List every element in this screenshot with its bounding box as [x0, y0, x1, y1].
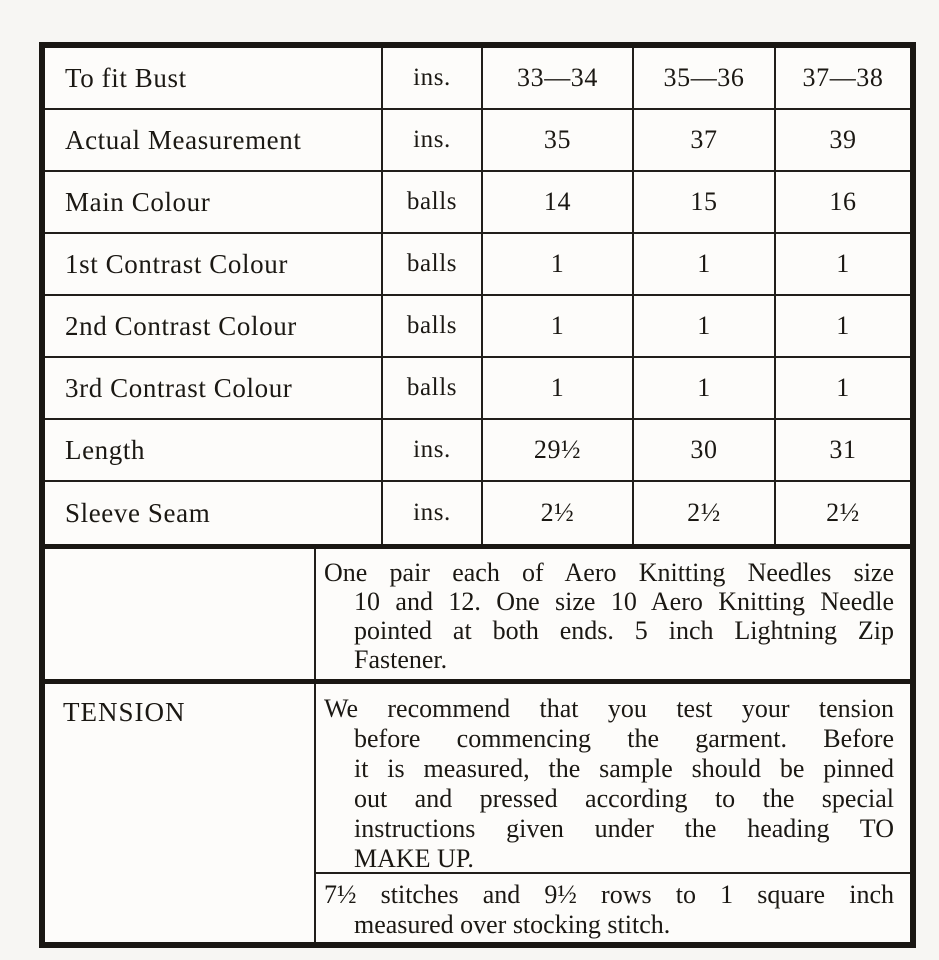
- table-row: [45, 48, 910, 110]
- table-row: [45, 172, 910, 234]
- value-cell: 30: [634, 420, 776, 480]
- value-cell: 2½: [483, 482, 634, 544]
- unit-cell: balls: [383, 358, 483, 418]
- tension-heading: [45, 684, 316, 942]
- tension-section: [45, 679, 910, 942]
- row-label: Sleeve Seam: [45, 482, 383, 544]
- row-label: To fit Bust: [45, 48, 383, 108]
- row-label: Actual Measurement: [45, 110, 383, 170]
- value-cell: 1: [836, 373, 850, 402]
- size-measurements-table: [45, 48, 910, 544]
- value-cell: 29½: [483, 420, 634, 480]
- value-cell: 14: [483, 172, 634, 232]
- tension-content: [316, 684, 910, 942]
- table-row: [45, 420, 910, 482]
- tension-line: out and pressed according to the special: [354, 784, 894, 813]
- tension-line: instructions given under the heading TO: [354, 814, 894, 843]
- value-cell: 37: [634, 110, 776, 170]
- value-cell: 31: [829, 435, 857, 464]
- value-cell: 1: [836, 311, 850, 340]
- value-cell: 35—36: [634, 48, 776, 108]
- needles-line: Fastener.: [354, 645, 448, 674]
- value-cell: 1: [483, 296, 634, 356]
- value-cell: 1: [634, 358, 776, 418]
- table-row: [45, 482, 910, 544]
- value-cell: 39: [829, 125, 857, 154]
- tension-paragraph: [316, 684, 910, 874]
- tension-line: it is measured, the sample should be pinned: [354, 754, 894, 783]
- value-cell: 1: [634, 234, 776, 294]
- tension-line: before commencing the garment. Before: [354, 724, 894, 753]
- gauge-line: 7½ stitches and 9½ rows to 1 square inch: [324, 880, 894, 909]
- value-cell: 1: [483, 234, 634, 294]
- table-row: [45, 110, 910, 172]
- unit-cell: balls: [383, 296, 483, 356]
- unit-cell: balls: [383, 172, 483, 232]
- row-label: Main Colour: [45, 172, 383, 232]
- needles-line: 10 and 12. One size 10 Aero Knitting Needle: [354, 587, 894, 616]
- table-row: [45, 234, 910, 296]
- unit-cell: balls: [383, 234, 483, 294]
- value-cell: 2½: [634, 482, 776, 544]
- needles-empty-label-cell: [45, 549, 316, 679]
- table-row: [45, 358, 910, 420]
- unit-cell: ins.: [383, 482, 483, 544]
- tension-line: MAKE UP.: [354, 844, 474, 873]
- tension-gauge: [316, 874, 910, 942]
- tension-line: We recommend that you test your tension: [324, 694, 894, 723]
- knitting-pattern-table: [39, 42, 916, 948]
- table-row: [45, 296, 910, 358]
- value-cell: 1: [634, 296, 776, 356]
- value-cell: 2½: [826, 498, 860, 527]
- value-cell: 35: [483, 110, 634, 170]
- row-label: 1st Contrast Colour: [45, 234, 383, 294]
- unit-cell: ins.: [383, 110, 483, 170]
- value-cell: 1: [483, 358, 634, 418]
- value-cell: 37—38: [802, 63, 884, 92]
- value-cell: 1: [836, 249, 850, 278]
- row-label: Length: [45, 420, 383, 480]
- row-label: 2nd Contrast Colour: [45, 296, 383, 356]
- needles-section: [45, 544, 910, 679]
- needles-text: [316, 549, 910, 679]
- value-cell: 33—34: [483, 48, 634, 108]
- value-cell: 16: [829, 187, 857, 216]
- value-cell: 15: [634, 172, 776, 232]
- unit-cell: ins.: [383, 48, 483, 108]
- tension-heading-label: TENSION: [63, 697, 186, 727]
- row-label: 3rd Contrast Colour: [45, 358, 383, 418]
- needles-line: pointed at both ends. 5 inch Lightning Zip: [354, 616, 894, 645]
- unit-cell: ins.: [383, 420, 483, 480]
- needles-line: One pair each of Aero Knitting Needles size: [324, 558, 894, 587]
- gauge-line: measured over stocking stitch.: [354, 910, 671, 939]
